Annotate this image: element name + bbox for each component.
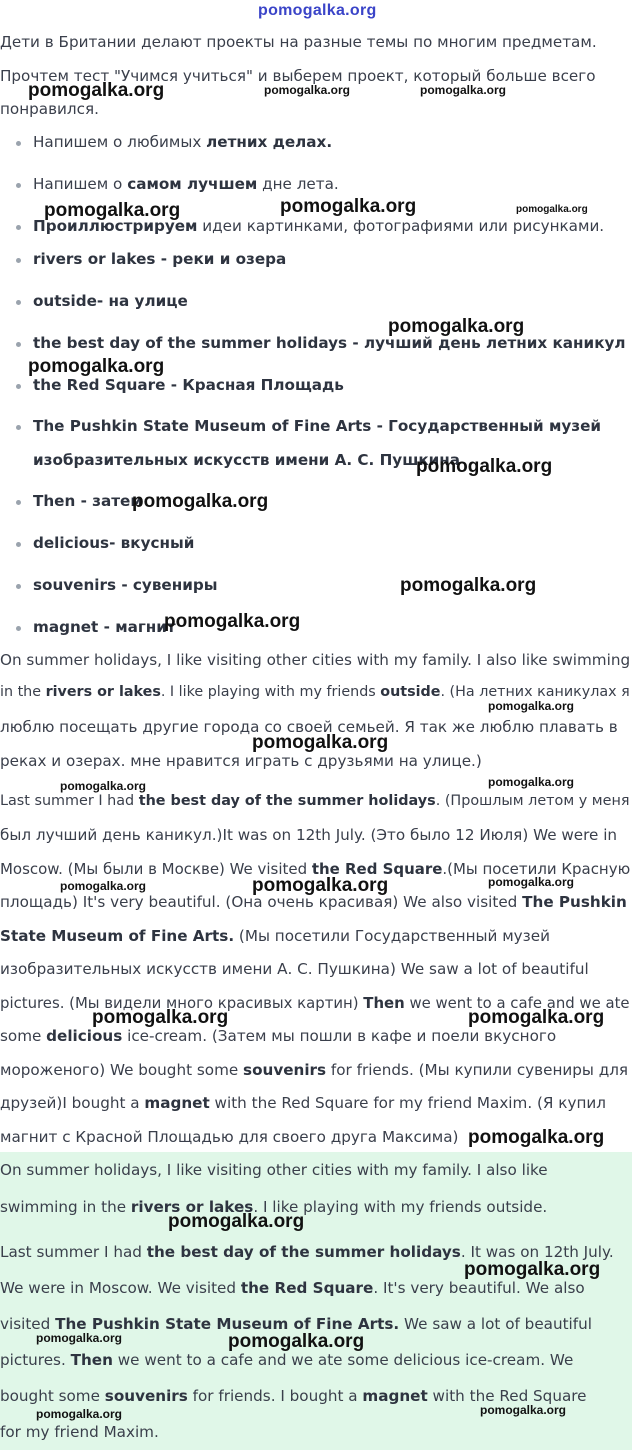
- vocab-item-outside: outside- на улице: [33, 292, 188, 310]
- watermark: pomogalka.org: [28, 80, 165, 101]
- story-line: pictures. (Мы видели много красивых картин) Then we went to a cafe and we ate: [0, 994, 630, 1012]
- watermark: pomogalka.org: [416, 456, 553, 477]
- watermark: pomogalka.org: [164, 611, 301, 632]
- story-line: some delicious ice-cream. (Затем мы пошли в кафе и поели вкусного: [0, 1027, 557, 1045]
- story-line: Moscow. (Мы были в Москве) We visited the Red Square.(Мы посетили Красную: [0, 860, 631, 878]
- story-line: люблю посещать другие города со своей семьей. Я так же люблю плавать в: [0, 718, 618, 736]
- watermark: pomogalka.org: [264, 83, 351, 97]
- watermark: pomogalka.org: [464, 1259, 601, 1280]
- watermark: pomogalka.org: [420, 83, 507, 97]
- bullet-dot: [16, 183, 21, 188]
- watermark: pomogalka.org: [488, 875, 575, 889]
- watermark: pomogalka.org: [36, 1407, 123, 1421]
- answer-line: pictures. Then we went to a cafe and we ate some delicious ice-cream. We: [0, 1351, 574, 1369]
- story-line: изобразительных искусств имени А. С. Пушкина) We saw a lot of beautiful: [0, 960, 589, 978]
- bullet-dot: [16, 384, 21, 389]
- story-line: On summer holidays, I like visiting other cities with my family. I also like swimming: [0, 651, 631, 669]
- story-line: был лучший день каникул.)It was on 12th July. (Это было 12 Июля) We were in: [0, 826, 618, 844]
- story-line: in the rivers or lakes. I like playing with my friends outside. (На летних каникулах я: [0, 684, 630, 700]
- answer-line: Last summer I had the best day of the summer holidays. It was on 12th July.: [0, 1243, 614, 1261]
- answer-line: swimming in the rivers or lakes. I like playing with my friends outside.: [0, 1198, 548, 1216]
- story-line: мороженого) We bought some souvenirs for friends. (Мы купили сувениры для: [0, 1061, 629, 1079]
- story-line: Last summer I had the best day of the summer holidays. (Прошлым летом у меня: [0, 793, 630, 809]
- watermark: pomogalka.org: [388, 316, 525, 337]
- watermark: pomogalka.org: [480, 1403, 567, 1417]
- vocab-item-museum-cont: изобразительных искусств имени А. С. Пушкина: [33, 451, 461, 469]
- bullet-dot: [16, 500, 21, 505]
- bullet-dot: [16, 342, 21, 347]
- vocab-item-best-day: the best day of the summer holidays - лучший день летних каникул: [33, 334, 626, 352]
- story-line: магнит с Красной Площадью для своего друга Максима): [0, 1128, 459, 1146]
- bullet-dot: [16, 258, 21, 263]
- watermark: pomogalka.org: [168, 1211, 305, 1232]
- answer-line: for my friend Maxim.: [0, 1423, 159, 1441]
- story-line: площадь) It's very beautiful. (Она очень красивая) We also visited The Pushkin: [0, 893, 627, 911]
- watermark: pomogalka.org: [252, 732, 389, 753]
- bullet-dot: [16, 626, 21, 631]
- answer-line: We were in Moscow. We visited the Red Square. It's very beautiful. We also: [0, 1279, 585, 1297]
- watermark: pomogalka.org: [60, 779, 147, 793]
- watermark: pomogalka.org: [280, 196, 417, 217]
- bullet-dot: [16, 542, 21, 547]
- vocab-item-souvenirs: souvenirs - сувениры: [33, 576, 218, 594]
- site-watermark-header: pomogalka.org: [258, 2, 377, 19]
- watermark: pomogalka.org: [36, 1331, 123, 1345]
- bullet-item-3: Проиллюстрируем идеи картинками, фотографиями или рисунками.: [33, 217, 605, 235]
- vocab-item-magnet: magnet - магнит: [33, 618, 176, 636]
- bullet-dot: [16, 300, 21, 305]
- vocab-item-red-square: the Red Square - Красная Площадь: [33, 376, 344, 394]
- bullet-dot: [16, 584, 21, 589]
- bullet-dot: [16, 425, 21, 430]
- watermark: pomogalka.org: [468, 1127, 605, 1148]
- story-line: реках и озерах. мне нравится играть с друзьями на улице.): [0, 752, 482, 770]
- intro-line-2a: Прочтем тест "Учимся учиться" и выберем проект, который больше всего: [0, 67, 596, 85]
- watermark: pomogalka.org: [92, 1007, 229, 1028]
- watermark: pomogalka.org: [60, 879, 147, 893]
- watermark: pomogalka.org: [516, 204, 588, 215]
- watermark: pomogalka.org: [28, 356, 165, 377]
- bullet-dot: [16, 141, 21, 146]
- watermark: pomogalka.org: [44, 200, 181, 221]
- watermark: pomogalka.org: [400, 575, 537, 596]
- watermark: pomogalka.org: [228, 1331, 365, 1352]
- watermark: pomogalka.org: [488, 699, 575, 713]
- watermark: pomogalka.org: [252, 875, 389, 896]
- watermark: pomogalka.org: [132, 491, 269, 512]
- watermark: pomogalka.org: [488, 775, 575, 789]
- answer-line: bought some souvenirs for friends. I bought a magnet with the Red Square: [0, 1387, 587, 1405]
- intro-line-1: Дети в Британии делают проекты на разные темы по многим предметам.: [0, 33, 597, 51]
- bullet-item-1: Напишем о любимых летних делах.: [33, 133, 333, 151]
- vocab-item-then: Then - затем: [33, 492, 143, 510]
- story-line: State Museum of Fine Arts. (Мы посетили Государственный музей: [0, 927, 550, 945]
- bullet-dot: [16, 225, 21, 230]
- answer-line: On summer holidays, I like visiting other cities with my family. I also like: [0, 1161, 548, 1179]
- vocab-item-delicious: delicious- вкусный: [33, 534, 195, 552]
- vocab-item-museum: The Pushkin State Museum of Fine Arts - Государственный музей: [33, 417, 602, 435]
- bullet-item-2: Напишем о самом лучшем дне лета.: [33, 175, 339, 193]
- watermark: pomogalka.org: [468, 1007, 605, 1028]
- answer-line: visited The Pushkin State Museum of Fine Arts. We saw a lot of beautiful: [0, 1315, 592, 1333]
- story-line: друзей)I bought a magnet with the Red Square for my friend Maxim. (Я купил: [0, 1094, 606, 1112]
- vocab-item-rivers: rivers or lakes - реки и озера: [33, 250, 287, 268]
- intro-line-2b: понравился.: [0, 100, 99, 118]
